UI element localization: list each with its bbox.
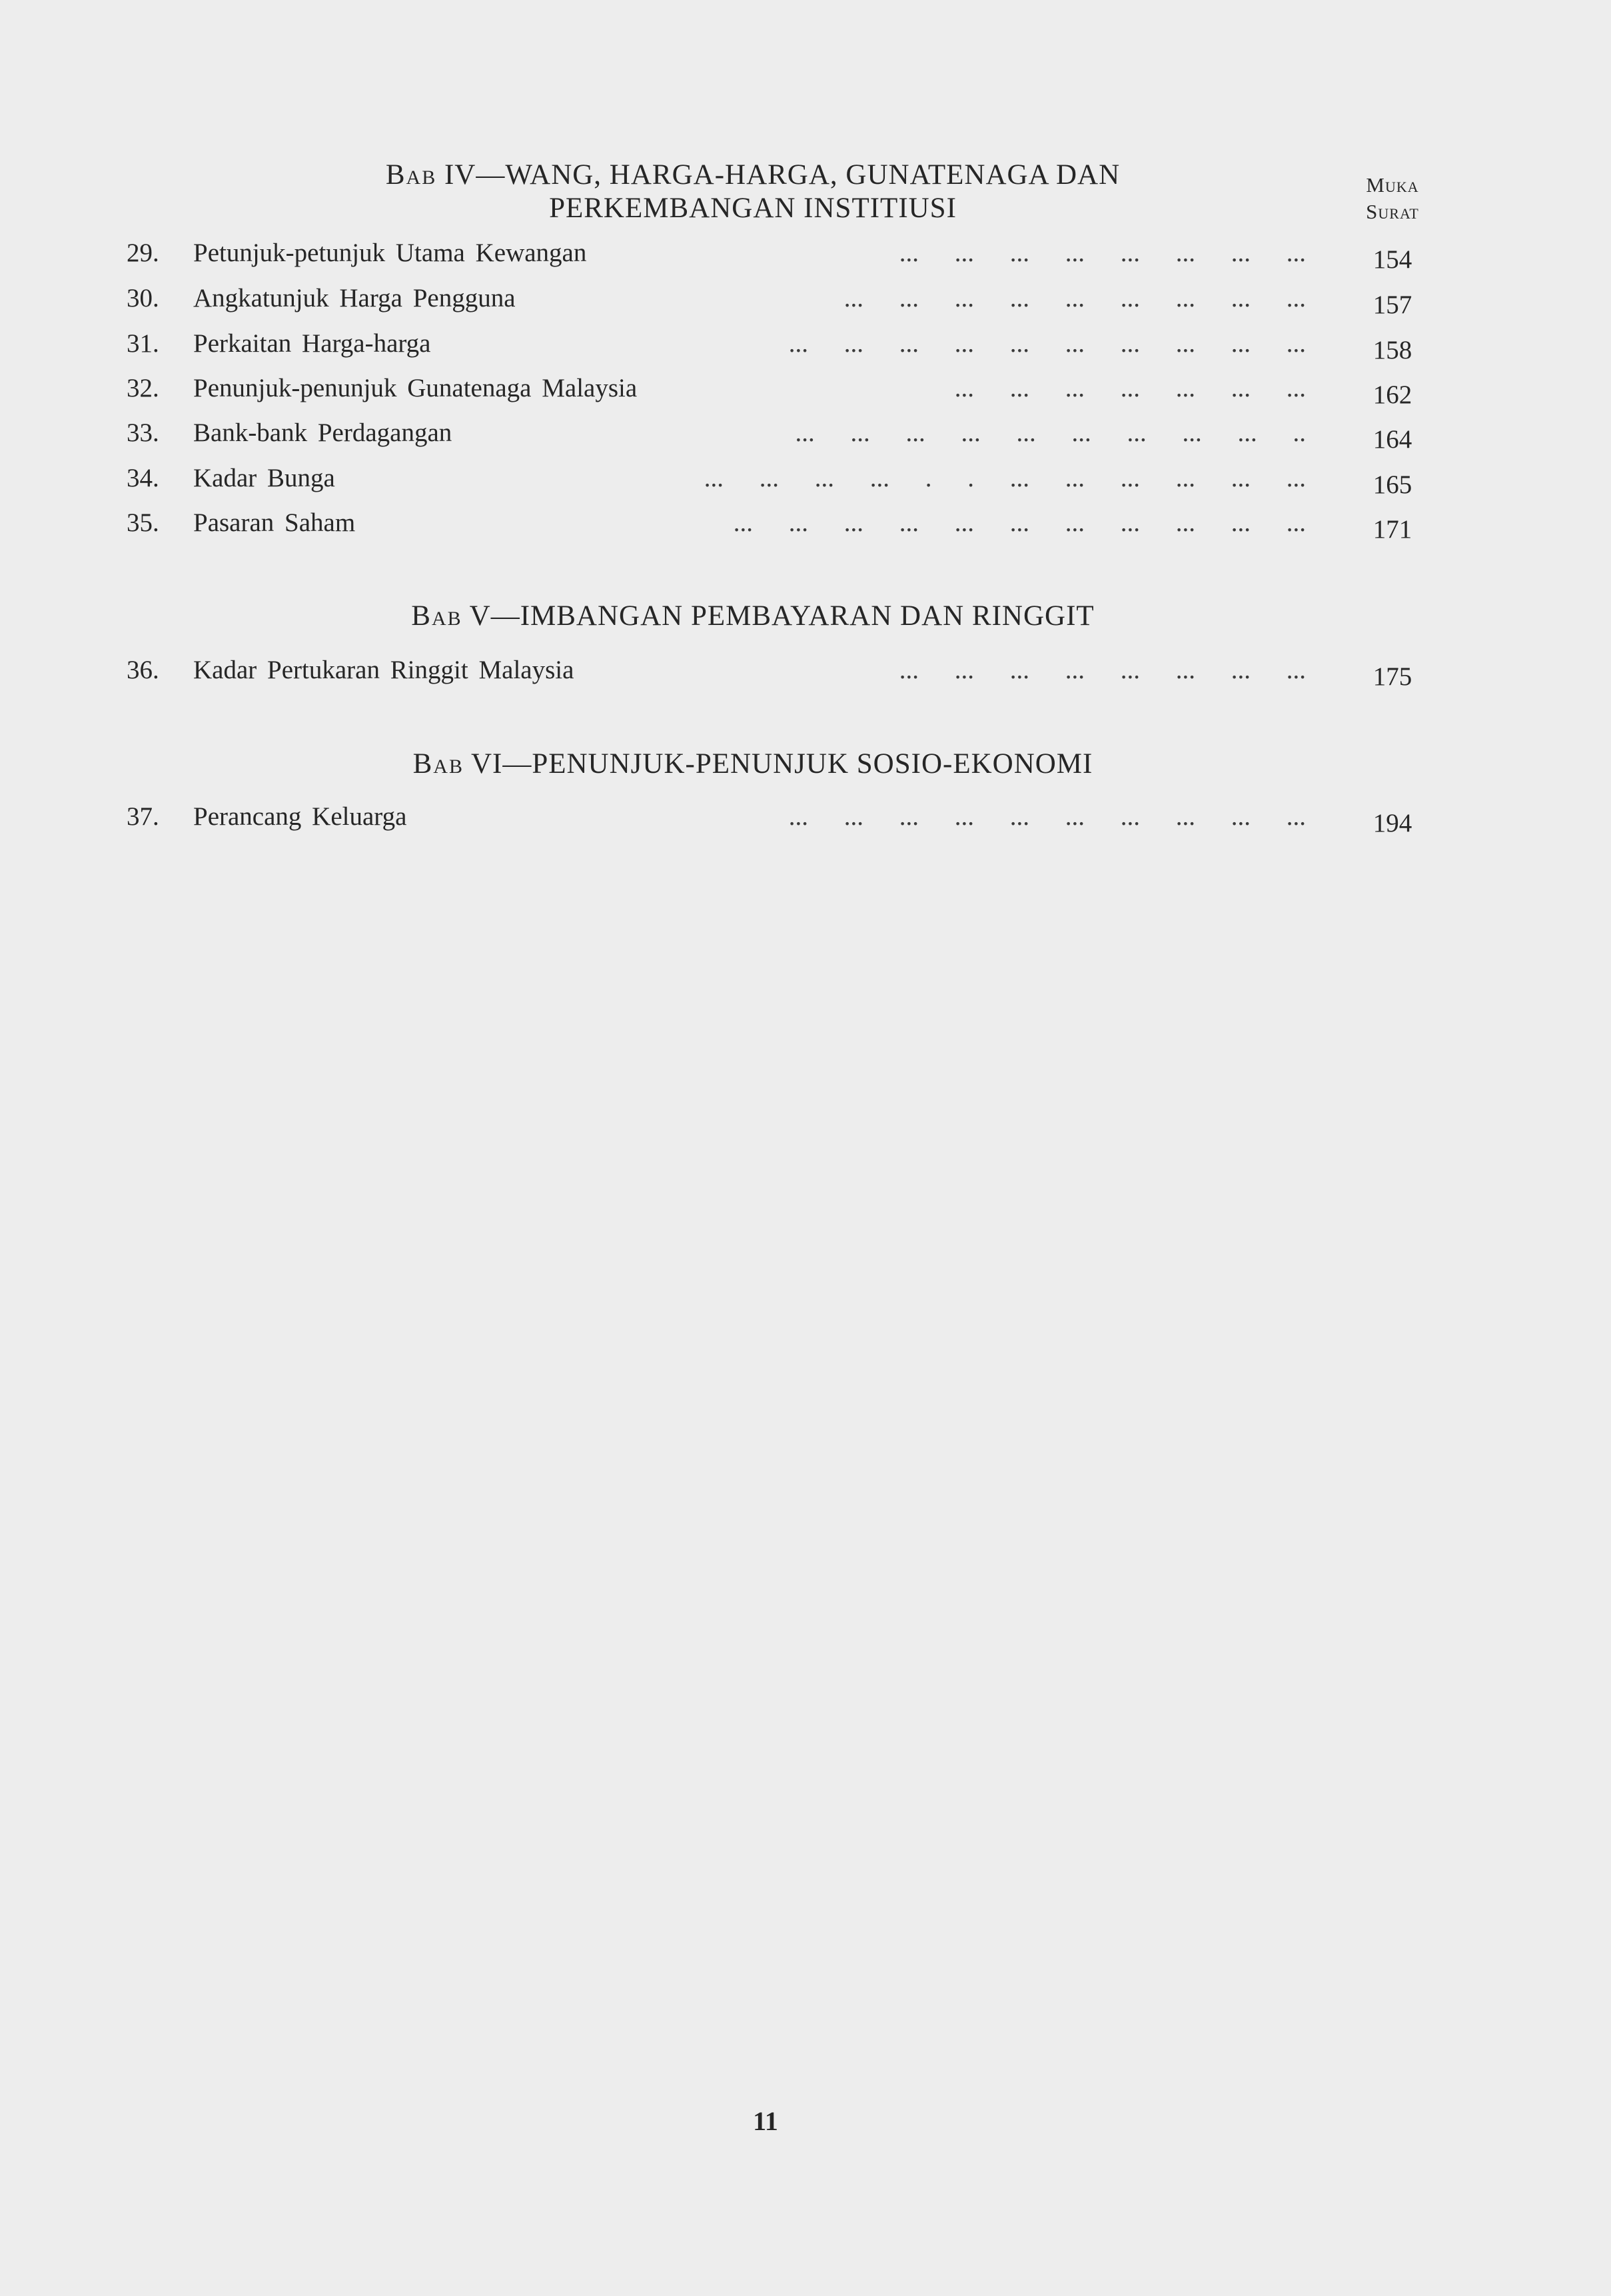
toc-entry-number: 30.	[127, 284, 159, 312]
toc-dot-leader: ... ... ... ... ... ... ...	[954, 374, 1306, 402]
page-column-header	[1352, 172, 1432, 225]
toc-entry-title: Bank-bank Perdagangan	[193, 418, 452, 447]
toc-entry	[127, 324, 1426, 364]
toc-entry-number: 31.	[127, 329, 159, 358]
toc-entry-page: 165	[1372, 470, 1412, 499]
section-heading-bab-label: Bab	[412, 748, 464, 780]
toc-entry-number: 33.	[127, 418, 159, 447]
page-column-header-line1: Muka	[1366, 173, 1419, 197]
toc-entry-number: 29.	[127, 239, 159, 267]
toc-entry	[127, 650, 1426, 690]
section-heading-title: VI—PENUNJUK-PENUNJUK SOSIO-EKONOMI	[470, 748, 1093, 780]
section-heading-title: V—IMBANGAN PEMBAYARAN DAN RINGGIT	[469, 600, 1095, 632]
toc-entry	[127, 458, 1426, 498]
toc-entry	[127, 797, 1426, 837]
toc-entry-page: 154	[1372, 245, 1412, 274]
toc-dot-leader: ... ... ... ... ... ... ... ...	[899, 239, 1306, 267]
toc-entry-page: 171	[1372, 515, 1412, 544]
section-heading-title: IV—WANG, HARGA-HARGA, GUNATENAGA DAN	[444, 159, 1121, 191]
toc-entry-title: Petunjuk-petunjuk Utama Kewangan	[193, 239, 587, 267]
section-heading-line-2: PERKEMBANGAN INSTITIUSI	[549, 193, 957, 224]
toc-dot-leader: ... ... ... ... ... ... ... ... ...	[843, 284, 1306, 312]
toc-entry-page: 194	[1372, 809, 1412, 838]
toc-entry-title: Penunjuk-penunjuk Gunatenaga Malaysia	[193, 374, 638, 402]
toc-entry-page: 175	[1372, 662, 1412, 691]
section-heading-bab-v	[147, 600, 1359, 633]
section-heading-line	[147, 748, 1359, 781]
page-number: 11	[753, 2106, 778, 2136]
toc-dot-leader: ... ... ... ... ... ... ... ... ... ... ...	[733, 508, 1306, 537]
toc-entry-number: 36.	[127, 656, 159, 684]
section-heading-bab-vi	[147, 748, 1359, 781]
toc-dot-leader: ... ... ... ... ... ... ... ... ... ...	[788, 329, 1306, 358]
toc-entry-number: 32.	[127, 374, 159, 402]
toc-entry	[127, 233, 1426, 273]
toc-dot-leader: ... ... ... ... ... ... ... ...	[899, 656, 1306, 684]
toc-entry-page: 162	[1372, 380, 1412, 409]
toc-entry-title: Pasaran Saham	[193, 508, 356, 537]
page-column-header-line2: Surat	[1366, 200, 1419, 223]
toc-dot-leader: ... ... ... ... . . ... ... ... ... ... ...	[704, 464, 1306, 492]
toc-entry-title: Kadar Pertukaran Ringgit Malaysia	[193, 656, 574, 684]
toc-entry-page: 164	[1372, 425, 1412, 454]
toc-entry	[127, 413, 1426, 453]
toc-dot-leader: ... ... ... ... ... ... ... ... ... ..	[795, 418, 1306, 447]
toc-entry-number: 37.	[127, 802, 159, 831]
toc-entry-title: Perancang Keluarga	[193, 802, 407, 831]
toc-entry-number: 35.	[127, 508, 159, 537]
toc-dot-leader: ... ... ... ... ... ... ... ... ... ...	[788, 802, 1306, 831]
section-heading-line	[147, 600, 1359, 633]
toc-entry-title: Perkaitan Harga-harga	[193, 329, 431, 358]
toc-entry-title: Angkatunjuk Harga Pengguna	[193, 284, 516, 312]
section-heading-line	[147, 159, 1359, 192]
toc-entry-title: Kadar Bunga	[193, 464, 335, 492]
toc-entry-number: 34.	[127, 464, 159, 492]
toc-entry-page: 158	[1372, 336, 1412, 364]
section-heading-bab-iv	[147, 159, 1359, 225]
toc-entry-page: 157	[1372, 290, 1412, 319]
toc-entry	[127, 279, 1426, 318]
section-heading-bab-label: Bab	[385, 159, 437, 191]
toc-entry	[127, 503, 1426, 543]
toc-entry	[127, 368, 1426, 408]
section-heading-bab-label: Bab	[411, 600, 462, 632]
